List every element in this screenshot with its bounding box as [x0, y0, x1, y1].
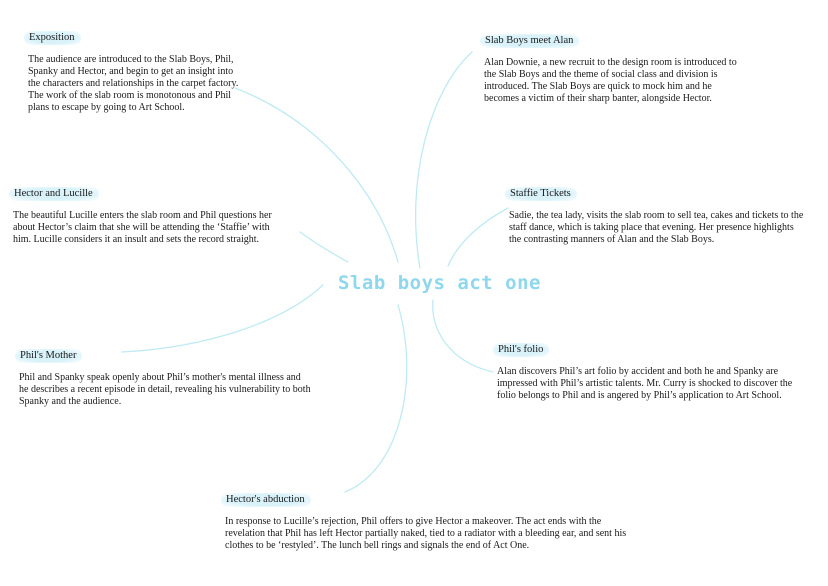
topic-node-staffie-tickets[interactable] — [505, 183, 828, 246]
description-line: Phil and Spanky speak openly about Phil’s mother's mental illness and — [19, 372, 301, 383]
topic-description-slab-boys-meet-alan — [484, 57, 780, 105]
topic-title-phils-mother[interactable]: Phil's Mother — [15, 349, 82, 363]
topic-title-slab-boys-meet-alan[interactable]: Slab Boys meet Alan — [480, 34, 579, 48]
description-line: Alan Downie, a new recruit to the design room is introduced to — [484, 57, 737, 68]
description-line: staff dance, which is taking place that evening. Her presence highlights — [509, 222, 794, 233]
topic-description-hector-and-lucille — [13, 210, 309, 246]
topic-description-staffie-tickets — [509, 210, 828, 246]
description-line: he describes a recent episode in detail, revealing his vulnerability to both — [19, 384, 311, 395]
branch-line-slab-boys-meet-alan — [416, 52, 472, 268]
description-line: plans to escape by going to Art School. — [28, 102, 185, 113]
description-line: clothes to be ‘restyled’. The lunch bell rings and signals the end of Act One. — [225, 540, 530, 551]
central-topic[interactable]: Slab boys act one — [338, 272, 541, 294]
description-line: Alan discovers Phil’s art folio by accident and both he and Spanky are — [497, 366, 779, 377]
topic-node-hector-and-lucille[interactable] — [9, 183, 309, 246]
topic-description-phils-mother — [19, 372, 345, 408]
branch-line-phils-mother — [122, 285, 323, 352]
topic-node-phils-folio[interactable] — [493, 339, 823, 402]
topic-title-exposition[interactable]: Exposition — [24, 31, 81, 45]
description-line: Spanky and the audience. — [19, 396, 122, 407]
description-line: him. Lucille considers it an insult and sets the record straight. — [13, 234, 260, 245]
topic-title-hectors-abduction[interactable]: Hector's abduction — [221, 493, 311, 507]
description-line: introduced. The Slab Boys are quick to mock him and he — [484, 81, 712, 92]
description-line: The audience are introduced to the Slab Boys, Phil, — [28, 54, 234, 65]
description-line: The beautiful Lucille enters the slab room and Phil questions her — [13, 210, 272, 221]
topic-node-slab-boys-meet-alan[interactable] — [480, 30, 780, 105]
description-line: revelation that Phil has left Hector partially naked, tied to a radiator with a bleeding ear, and sent his — [225, 528, 627, 539]
description-line: Spanky and Hector, and begin to get an insight into — [28, 66, 234, 77]
description-line: the characters and relationships in the carpet factory. — [28, 78, 239, 89]
description-line: The work of the slab room is monotonous and Phil — [28, 90, 232, 101]
topic-description-phils-folio — [497, 366, 823, 402]
branch-line-staffie-tickets — [448, 208, 508, 266]
topic-title-staffie-tickets[interactable]: Staffie Tickets — [505, 187, 577, 201]
topic-node-hectors-abduction[interactable] — [221, 489, 671, 552]
description-line: impressed with Phil’s artistic talents. Mr. Curry is shocked to discover the — [497, 378, 793, 389]
topic-title-phils-folio[interactable]: Phil's folio — [493, 343, 549, 357]
description-line: folio belongs to Phil and is angered by Phil’s application to Art School. — [497, 390, 782, 401]
topic-node-exposition[interactable] — [24, 27, 274, 114]
branch-line-phils-folio — [433, 300, 493, 372]
description-line: about Hector’s claim that she will be attending the ‘Staffie’ with — [13, 222, 270, 233]
topic-description-exposition — [28, 54, 274, 114]
description-line: the Slab Boys and the theme of social class and division is — [484, 69, 718, 80]
topic-title-hector-and-lucille[interactable]: Hector and Lucille — [9, 187, 99, 201]
description-line: becomes a victim of their sharp banter, alongside Hector. — [484, 93, 712, 104]
description-line: Sadie, the tea lady, visits the slab room to sell tea, cakes and tickets to the — [509, 210, 804, 221]
topic-node-phils-mother[interactable] — [15, 345, 345, 408]
branch-line-hectors-abduction — [345, 305, 407, 492]
description-line: In response to Lucille’s rejection, Phil offers to give Hector a makeover. The act ends with the — [225, 516, 602, 527]
topic-description-hectors-abduction — [225, 516, 671, 552]
description-line: the contrasting manners of Alan and the Slab Boys. — [509, 234, 715, 245]
